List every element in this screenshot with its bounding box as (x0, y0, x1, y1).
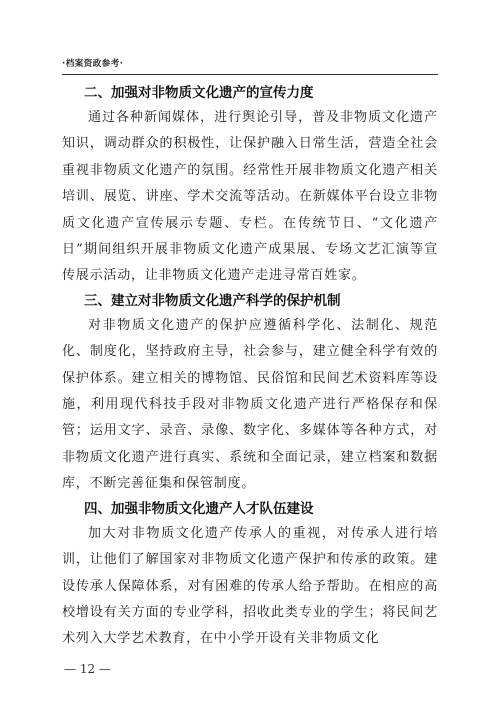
header-rule (62, 74, 438, 75)
section-heading-talent-team: 四、加强非物质文化遗产人才队伍建设 (84, 500, 314, 517)
section-paragraph-talent-team: 加大对非物质文化遗产传承人的重视，对传承人进行培训，让他们了解国家对非物质文化遗产保护和传承的政策。建设传承人保障体系，对有困难的传承人给予帮助。在相应的高校增设有关方面的专业学科，招收此类专业的学生；将民间艺术列入大学艺术教育，在中小学开设有关非物质文化 (62, 525, 438, 647)
page-body (62, 82, 438, 653)
section-paragraph-publicity: 通过各种新闻媒体，进行舆论引导，普及非物质文化遗产知识，调动群众的积极性，让保护融入日常生活，营造全社会重视非物质文化遗产的氛围。经常性开展非物质文化遗产相关培训、展览、讲座、学术交流等活动。在新媒体平台设立非物质文化遗产宣传展示专题、专栏。在传统节日、“文化遗产日”期间组织开展非物质文化遗产成果展、专场文艺汇演等宣传展示活动，让非物质文化遗产走进寻常百姓家。 (62, 110, 438, 284)
section-heading-publicity: 二、加强对非物质文化遗产的宣传力度 (84, 85, 314, 101)
section-heading-protection-mechanism: 三、建立对非物质文化遗产科学的保护机制 (84, 292, 341, 309)
running-head: ·档案资政参考· (62, 59, 124, 69)
page-number: — 12 — (64, 662, 111, 676)
section-paragraph-protection-mechanism: 对非物质文化遗产的保护应遵循科学化、法制化、规范化、制度化，坚持政府主导，社会参与，建立健全科学有效的保护体系。建立相关的博物馆、民俗馆和民间艺术资料库等设施，利用现代科技手段对非物质文化遗产进行严格保存和保管；运用文字、录音、录像、数字化、多媒体等各种方式，对非物质文化遗产进行真实、系统和全面记录，建立档案和数据库，不断完善征集和保管制度。 (62, 317, 438, 492)
